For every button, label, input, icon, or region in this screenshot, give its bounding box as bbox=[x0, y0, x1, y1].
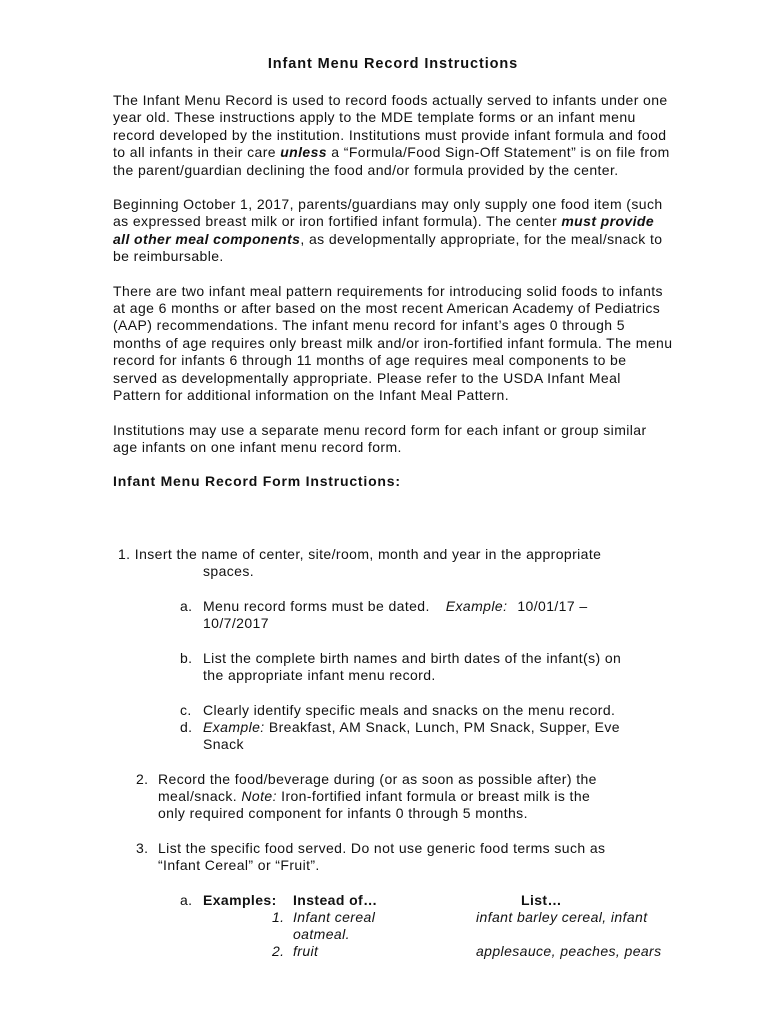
step-1b-line-2: the appropriate infant menu record. bbox=[203, 667, 436, 683]
step-1c-line-1: Clearly identify specific meals and snacks on the menu record. bbox=[203, 702, 616, 718]
form-instructions-heading: Infant Menu Record Form Instructions: bbox=[113, 473, 401, 490]
step-2-line-2a: meal/snack. bbox=[158, 788, 242, 804]
step-1-line-2: spaces. bbox=[203, 563, 255, 579]
example-instead: Infant cereal bbox=[293, 909, 376, 925]
list-column-header: List… bbox=[521, 892, 562, 908]
step-2-line-2b: Iron-fortified infant formula or breast milk is the bbox=[276, 788, 591, 804]
step-1a-line-2: 10/7/2017 bbox=[203, 615, 269, 631]
step-3-line-2: “Infant Cereal” or “Fruit”. bbox=[158, 857, 320, 873]
meal-pattern-paragraph: There are two infant meal pattern requirements for introducing solid foods to infants at age 6 months or after based on the most recent American Academy of Pediatrics (AAP) recommendations. The infant menu record for infant’s ages 0 through 5 months of age requires only breast milk and/or iron-fortified infant formula. The menu record for infants 6 through 11 months of age requires meal components to be served as developmentally appropriate. Please refer to the USDA Infant Meal Pattern for additional information on the Infant Meal Pattern. bbox=[113, 282, 673, 404]
step-3-line-1: List the specific food served. Do not use generic food terms such as bbox=[158, 840, 606, 856]
step-1d-example: Example: bbox=[203, 719, 265, 735]
intro-text-a: The Infant Menu Record is used to record foods actually served to infants under one year old. These instructions apply to the MDE template forms or an infant menu record developed by the institution. Institutions must provide infant formula and food to all infants in their care bbox=[113, 92, 668, 161]
example-list: applesauce, peaches, pears bbox=[476, 943, 662, 959]
step-2-note: Note: bbox=[241, 788, 277, 804]
intro-emphasis: unless bbox=[280, 144, 327, 161]
document-title: Infant Menu Record Instructions bbox=[267, 56, 519, 72]
examples-label: Examples: bbox=[203, 892, 277, 908]
step-3a-letter: a. bbox=[180, 892, 193, 908]
separate-form-paragraph: Institutions may use a separate menu record form for each infant or group similar age infants on one infant menu record form. bbox=[113, 421, 647, 455]
october-emphasis: must provide all other meal components bbox=[113, 213, 655, 247]
step-1-number: 1. bbox=[118, 546, 131, 562]
step-3-number: 3. bbox=[136, 840, 149, 856]
intro-paragraph bbox=[113, 92, 673, 179]
step-1d-line-2: Snack bbox=[203, 736, 244, 752]
step-2-line-3: only required component for infants 0 through 5 months. bbox=[158, 805, 528, 821]
intro-text-b: a “Formula/Food Sign-Off Statement” is on file from the parent/guardian declining the food and/or formula provided by the center. bbox=[113, 144, 670, 178]
step-1a-example: Example: bbox=[445, 598, 508, 614]
step-1d-letter: d. bbox=[180, 719, 193, 735]
october-paragraph bbox=[113, 196, 673, 266]
step-1d-line-1: Breakfast, AM Snack, Lunch, PM Snack, Supper, Eve bbox=[264, 719, 620, 735]
step-2-number: 2. bbox=[136, 771, 149, 787]
example-instead: fruit bbox=[293, 943, 319, 959]
step-1a-line-1: Menu record forms must be dated. bbox=[203, 598, 430, 614]
example-number: 2. bbox=[272, 943, 285, 959]
october-text-a: Beginning October 1, 2017, parents/guardians may only supply one food item (such as expressed breast milk or iron fortified infant formula). The center bbox=[113, 196, 663, 230]
example-number: 1. bbox=[272, 909, 285, 925]
step-1a-value: 10/01/17 – bbox=[517, 598, 588, 614]
step-2-line-1: Record the food/beverage during (or as soon as possible after) the bbox=[158, 771, 597, 787]
example-instead-cont: oatmeal. bbox=[293, 926, 350, 942]
step-1a-letter: a. bbox=[180, 598, 193, 614]
step-1b-line-1: List the complete birth names and birth dates of the infant(s) on bbox=[203, 650, 622, 666]
example-list: infant barley cereal, infant bbox=[476, 909, 648, 925]
document-page bbox=[113, 56, 673, 508]
october-text-b: , as developmentally appropriate, for the meal/snack to be reimbursable. bbox=[113, 230, 663, 265]
instead-of-column-header: Instead of… bbox=[293, 892, 378, 908]
step-1b-letter: b. bbox=[180, 650, 193, 666]
step-1-line-1: Insert the name of center, site/room, month and year in the appropriate bbox=[134, 546, 602, 562]
step-1c-letter: c. bbox=[180, 702, 192, 718]
